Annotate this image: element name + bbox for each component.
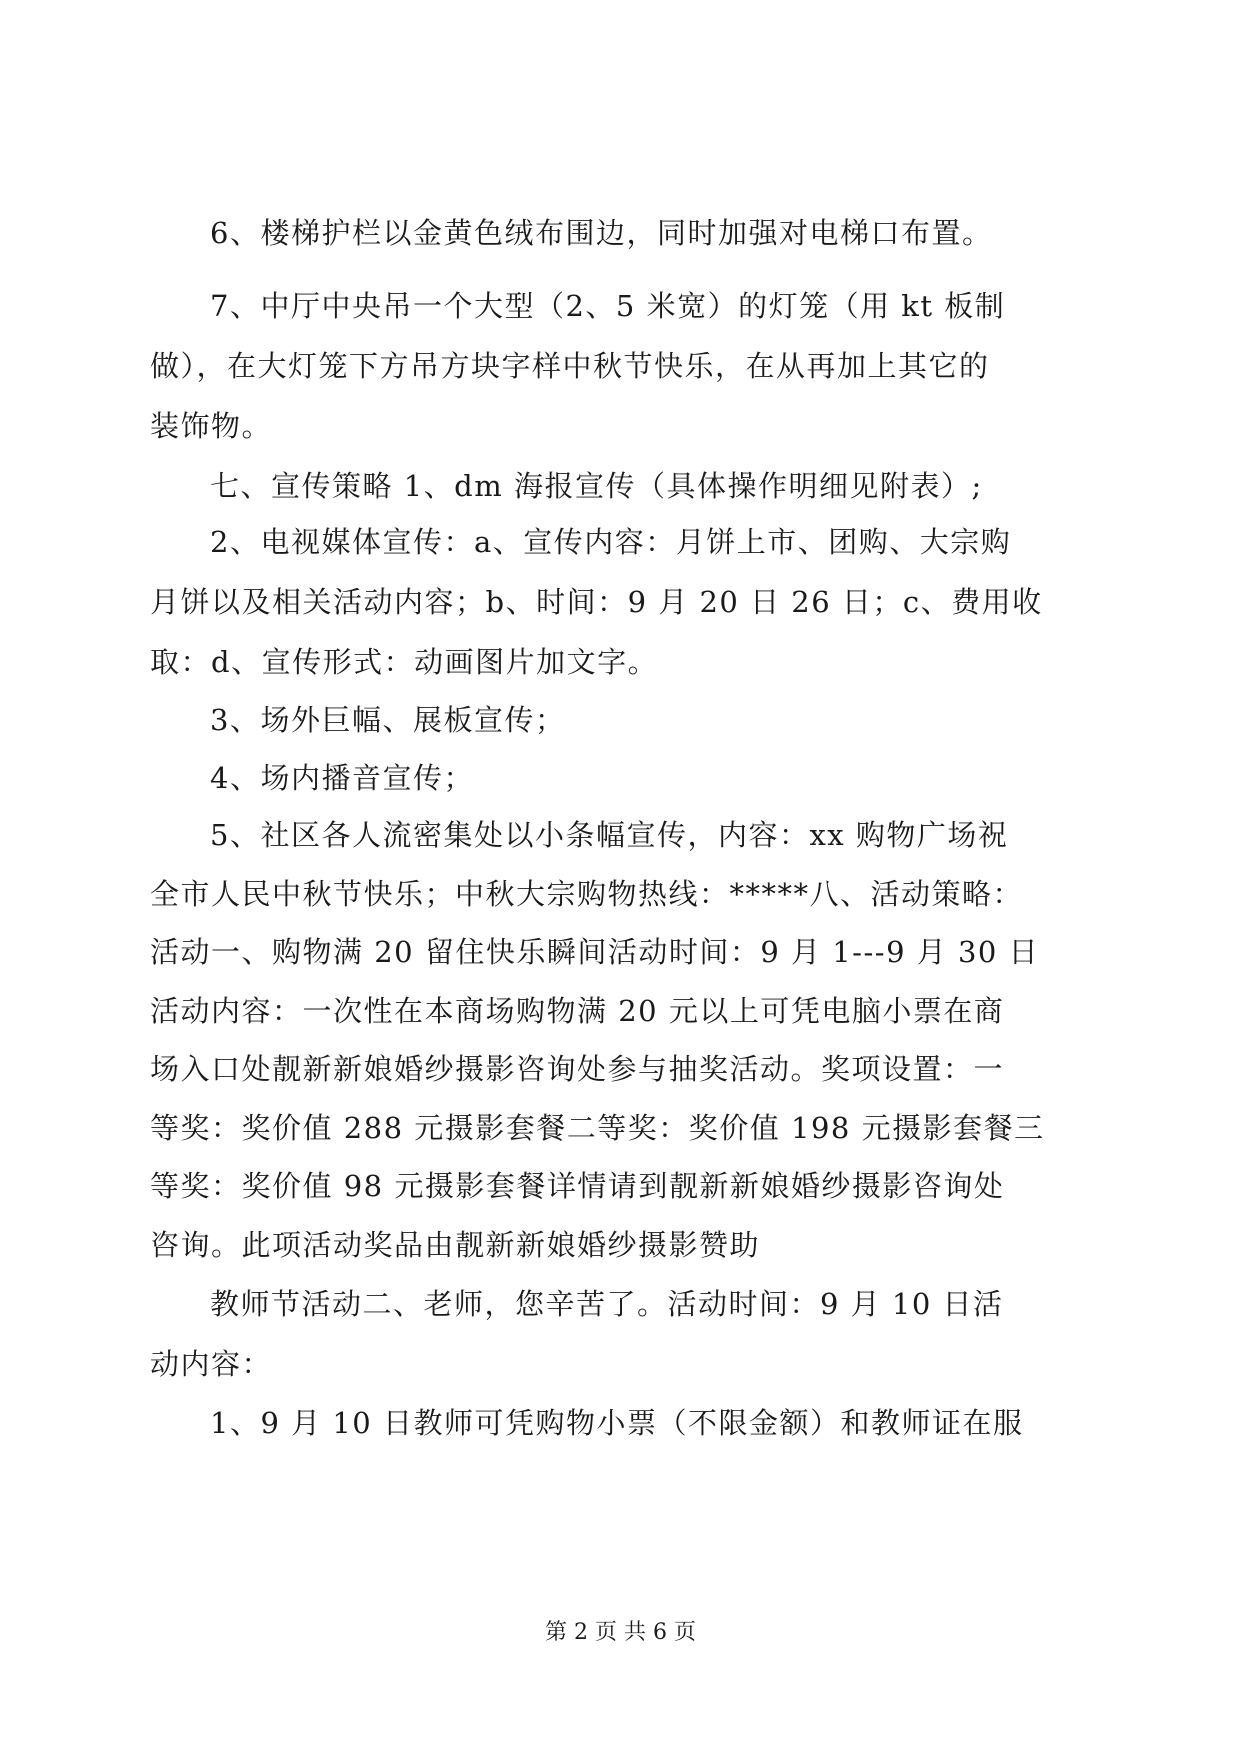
text-line: 活动内容：一次性在本商场购物满 20 元以上可凭电脑小票在商 [150,994,1005,1028]
text-line: 七、宣传策略 1、dm 海报宣传（具体操作明细见附表）; [210,469,983,503]
text-line: 3、场外巨幅、展板宣传； [210,703,566,737]
text-line: 取：d、宣传形式：动画图片加文字。 [150,645,659,679]
text-line: 5、社区各人流密集处以小条幅宣传，内容：xx 购物广场祝 [210,818,1009,852]
text-line: 活动一、购物满 20 留住快乐瞬间活动时间：9 月 1---9 月 30 日 [150,935,1040,969]
text-line: 7、中厅中央吊一个大型（2、5 米宽）的灯笼（用 kt 板制 [210,289,1006,323]
text-line: 6、楼梯护栏以金黄色绒布围边，同时加强对电梯口布置。 [210,216,993,250]
text-line: 全市人民中秋节快乐；中秋大宗购物热线：*****八、活动策略： [150,877,1024,911]
text-line: 1、9 月 10 日教师可凭购物小票（不限金额）和教师证在服 [210,1406,1024,1440]
text-line: 等奖：奖价值 288 元摄影套餐二等奖：奖价值 198 元摄影套餐三 [150,1111,1045,1145]
text-line: 2、电视媒体宣传：a、宣传内容：月饼上市、团购、大宗购 [210,525,1012,559]
text-line: 等奖：奖价值 98 元摄影套餐详情请到靓新新娘婚纱摄影咨询处 [150,1169,1005,1203]
text-line: 场入口处靓新新娘婚纱摄影咨询处参与抽奖活动。奖项设置：一 [150,1052,1005,1086]
text-line: 咨询。此项活动奖品由靓新新娘婚纱摄影赞助 [150,1228,761,1262]
text-line: 做），在大灯笼下方吊方块字样中秋节快乐，在从再加上其它的 [150,349,990,383]
text-line: 装饰物。 [150,409,273,443]
text-line: 教师节活动二、老师，您辛苦了。活动时间：9 月 10 日活 [210,1287,1004,1321]
text-line: 月饼以及相关活动内容；b、时间：9 月 20 日 26 日；c、费用收 [150,585,1043,619]
text-line: 4、场内播音宣传； [210,761,474,795]
page-footer: 第 2 页 共 6 页 [545,1620,696,1645]
text-line: 动内容： [150,1347,273,1381]
